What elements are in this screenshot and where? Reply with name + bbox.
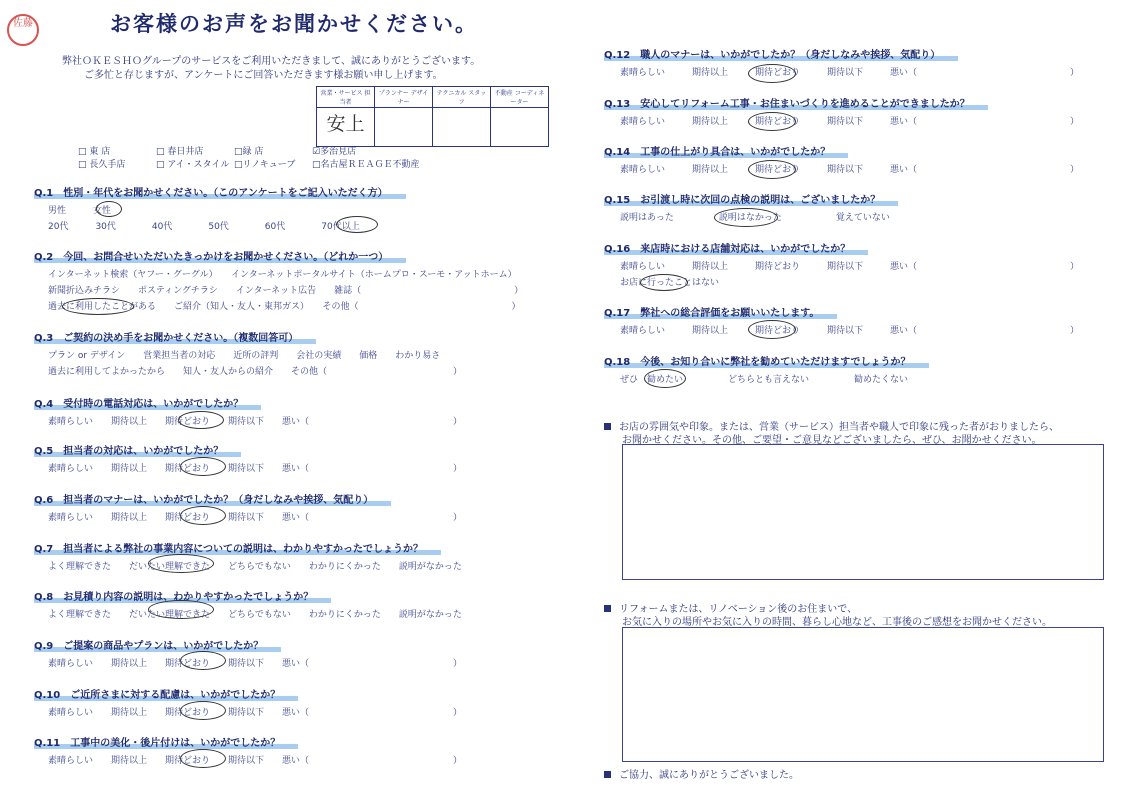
- answer-options[interactable]: 素晴らしい 期待以上 期待どおり 期待以下 悪い（ ）: [48, 659, 463, 669]
- answer-options[interactable]: お店に行ったことはない: [620, 278, 720, 288]
- seal-stamp: 佐藤: [7, 14, 39, 46]
- question-text: Q.10 ご近所さまに対する配慮は、いかがでしたか？: [34, 690, 298, 701]
- staff-header-planner: プランナー デザイナー: [375, 87, 433, 108]
- staff-header-technical: テクニカル スタッフ: [433, 87, 491, 108]
- store-tajimi[interactable]: ☑多治見店: [312, 147, 357, 157]
- answer-options[interactable]: よく理解できた だいたい理解できた どちらでもない わかりにくかった 説明がなかった: [48, 610, 462, 620]
- answer-options[interactable]: 素晴らしい 期待以上 期待どおり 期待以下 悪い（ ）: [620, 326, 1080, 336]
- right-question-1: [604, 46, 958, 61]
- square-bullet-icon: [604, 771, 611, 778]
- staff-name-realestate[interactable]: [491, 108, 549, 147]
- answer-options[interactable]: 素晴らしい 期待以上 期待どおり 期待以下 悪い（ ）: [620, 68, 1080, 78]
- intro-line-2: ご多忙と存じますが、アンケートにご回答いただきます様お願い申し上げます。: [84, 70, 443, 81]
- question-text: Q.1 性別・年代をお聞かせください。（このアンケートをご記入いただく方）: [34, 188, 406, 199]
- right-question-3: [604, 143, 848, 158]
- comment1-prompt-line-2: お聞かせください。その他、ご要望・ご意見などございましたら、ぜひ、お聞かせください。: [622, 435, 1042, 446]
- staff-name-planner[interactable]: [375, 108, 433, 147]
- staff-table: [316, 86, 549, 147]
- answer-options[interactable]: 男性 女性: [48, 206, 112, 216]
- store-higashi[interactable]: □ 東 店: [78, 147, 111, 157]
- answer-circle-q15: [714, 208, 778, 227]
- comment2-textarea[interactable]: [622, 627, 1104, 762]
- answer-circle-q1-gender: [96, 201, 122, 217]
- question-text: Q.3 ご契約の決め手をお聞かせください。（複数回答可）: [34, 333, 316, 344]
- question-text: Q.2 今回、お問合せいただいたきっかけをお聞かせください。（どれか一つ）: [34, 252, 406, 263]
- answer-options[interactable]: 素晴らしい 期待以上 期待どおり 期待以下 悪い（ ）: [620, 117, 1080, 127]
- answer-options[interactable]: 素晴らしい 期待以上 期待どおり 期待以下 悪い（ ）: [48, 464, 463, 474]
- store-nagakute[interactable]: □ 長久手店: [78, 160, 126, 170]
- answer-options[interactable]: 素晴らしい 期待以上 期待どおり 期待以下 悪い（ ）: [48, 708, 463, 718]
- answer-options[interactable]: 素晴らしい 期待以上 期待どおり 期待以下 悪い（ ）: [48, 513, 463, 523]
- comment1-textarea[interactable]: [622, 444, 1104, 580]
- answer-circle-q18: [644, 369, 686, 388]
- answer-options[interactable]: 説明はあった 説明はなかった 覚えていない: [620, 213, 890, 223]
- intro-line-1: 弊社ＯＫＥＳＨＯグループのサービスをご利用いただきまして、誠にありがとうございます。: [62, 56, 481, 67]
- right-question-4: [604, 191, 898, 206]
- answer-circle-q4: [178, 411, 224, 429]
- question-text: Q.11 工事中の美化・後片付けは、いかがでしたか？: [34, 738, 298, 749]
- question-text: Q.8 お見積り内容の説明は、わかりやすかったでしょうか？: [34, 592, 331, 603]
- staff-name-technical[interactable]: [433, 108, 491, 147]
- store-checkboxes: [78, 146, 432, 172]
- answer-circle-q16: [640, 274, 688, 291]
- answer-circle-q2: [62, 298, 134, 315]
- question-text: Q.14 工事の仕上がり具合は、いかがでしたか？: [604, 147, 848, 158]
- left-question-6: [34, 491, 391, 506]
- question-text: Q.15 お引渡し時に次回の点検の説明は、ございましたか？: [604, 195, 898, 206]
- store-midori[interactable]: □緑 店: [234, 147, 264, 157]
- page-title: お客様のお声をお聞かせください。: [110, 12, 478, 36]
- question-text: Q.13 安心してリフォーム工事・お住まいづくりを進めることができましたか？: [604, 99, 988, 110]
- question-text: Q.4 受付時の電話対応は、いかがでしたか？: [34, 399, 261, 410]
- answer-circle-q7: [148, 554, 214, 573]
- answer-options[interactable]: 素晴らしい 期待以上 期待どおり 期待以下 悪い（ ）: [48, 417, 463, 427]
- answer-options[interactable]: 素晴らしい 期待以上 期待どおり 期待以下 悪い（ ）: [620, 165, 1080, 175]
- answer-options[interactable]: よく理解できた だいたい理解できた どちらでもない わかりにくかった 説明がなかった: [48, 562, 462, 572]
- store-istyle[interactable]: □ アイ・スタイル: [156, 160, 230, 170]
- answer-options[interactable]: 過去に利用したことがある ご紹介（知人・友人・東邦ガス） その他（ ）: [48, 302, 521, 312]
- answer-options[interactable]: プラン or デザイン 営業担当者の対応 近所の評判 会社の実績 価格 わかり易さ: [48, 351, 441, 361]
- answer-options[interactable]: 20代 30代 40代 50代 60代 70代以上: [48, 222, 360, 232]
- question-text: Q.17 弊社への総合評価をお願いいたします。: [604, 308, 837, 319]
- answer-options[interactable]: 素晴らしい 期待以上 期待どおり 期待以下 悪い（ ）: [620, 262, 1080, 272]
- staff-header-sales: 営業・サービス 担当者: [317, 87, 375, 108]
- store-kasugai[interactable]: □ 春日井店: [156, 147, 204, 157]
- answer-circle-q17: [748, 320, 796, 339]
- answer-options[interactable]: ぜひ 勧めたい どちらとも言えない 勧めたくない: [620, 375, 909, 385]
- answer-circle-q8: [148, 600, 214, 619]
- question-text: Q.16 来店時における店舗対応は、いかがでしたか？: [604, 244, 868, 255]
- question-text: Q.12 職人のマナーは、いかがでしたか？（身だしなみや挨拶、気配り）: [604, 50, 958, 61]
- question-text: Q.6 担当者のマナーは、いかがでしたか？（身だしなみや挨拶、気配り）: [34, 495, 391, 506]
- answer-circle-q13: [748, 112, 796, 131]
- question-text: Q.18 今後、お知り合いに弊社を勧めていただけますでしょうか？: [604, 357, 929, 368]
- left-question-2: [34, 248, 406, 263]
- square-bullet-icon: [604, 605, 611, 612]
- answer-options[interactable]: 新聞折込みチラシ ポスティングチラシ インターネット広告 雑誌（ ）: [48, 286, 524, 296]
- answer-options[interactable]: 過去に利用してよかったから 知人・友人からの紹介 その他（ ）: [48, 367, 463, 377]
- store-nagoya-reage[interactable]: □名古屋ＲＥＡＧＥ不動産: [312, 160, 420, 170]
- left-question-11: [34, 734, 298, 749]
- right-question-7: [604, 353, 929, 368]
- thanks-line: ご協力、誠にありがとうございました。: [604, 766, 799, 781]
- square-bullet-icon: [604, 423, 611, 430]
- right-question-5: [604, 240, 868, 255]
- answer-circle-q5: [180, 457, 226, 476]
- left-question-4: [34, 395, 261, 410]
- answer-options[interactable]: インターネット検索（ヤフー・グーグル） インターネットポータルサイト（ホームプロ・スーモ・アットホーム）: [48, 270, 517, 280]
- left-question-1: [34, 184, 406, 199]
- left-question-9: [34, 637, 281, 652]
- staff-name-sales[interactable]: 安上: [317, 108, 375, 147]
- left-question-5: [34, 442, 241, 457]
- left-question-7: [34, 540, 441, 555]
- staff-header-realestate: 不動産 コーディネーター: [491, 87, 549, 108]
- answer-circle-q11: [180, 749, 226, 768]
- right-question-2: [604, 95, 988, 110]
- store-renocube[interactable]: □リノキューブ: [234, 160, 296, 170]
- left-question-3: [34, 329, 316, 344]
- question-text: Q.5 担当者の対応は、いかがでしたか？: [34, 446, 241, 457]
- comment2-prompt-line-2: お気に入りの場所やお気に入りの時間、暮らし心地など、工事後のご感想をお聞かせください。: [622, 617, 1052, 628]
- answer-circle-q14: [748, 160, 796, 179]
- answer-options[interactable]: 素晴らしい 期待以上 期待どおり 期待以下 悪い（ ）: [48, 756, 463, 766]
- answer-circle-q9: [180, 651, 226, 670]
- answer-circle-q1-age: [336, 216, 378, 233]
- right-question-6: [604, 304, 837, 319]
- question-text: Q.9 ご提案の商品やプランは、いかがでしたか？: [34, 641, 281, 652]
- answer-circle-q6: [180, 506, 226, 525]
- question-text: Q.7 担当者による弊社の事業内容についての説明は、わかりやすかったでしょうか？: [34, 544, 441, 555]
- comment1-prompt-line-1: お店の雰囲気や印象。または、営業（サービス）担当者や職人で印象に残った者がおりましたら、: [604, 418, 1059, 433]
- left-question-10: [34, 686, 298, 701]
- answer-circle-q10: [180, 701, 226, 720]
- answer-circle-q12: [748, 64, 796, 83]
- comment2-prompt-line-1: リフォームまたは、リノベーション後のお住まいで、: [604, 600, 857, 615]
